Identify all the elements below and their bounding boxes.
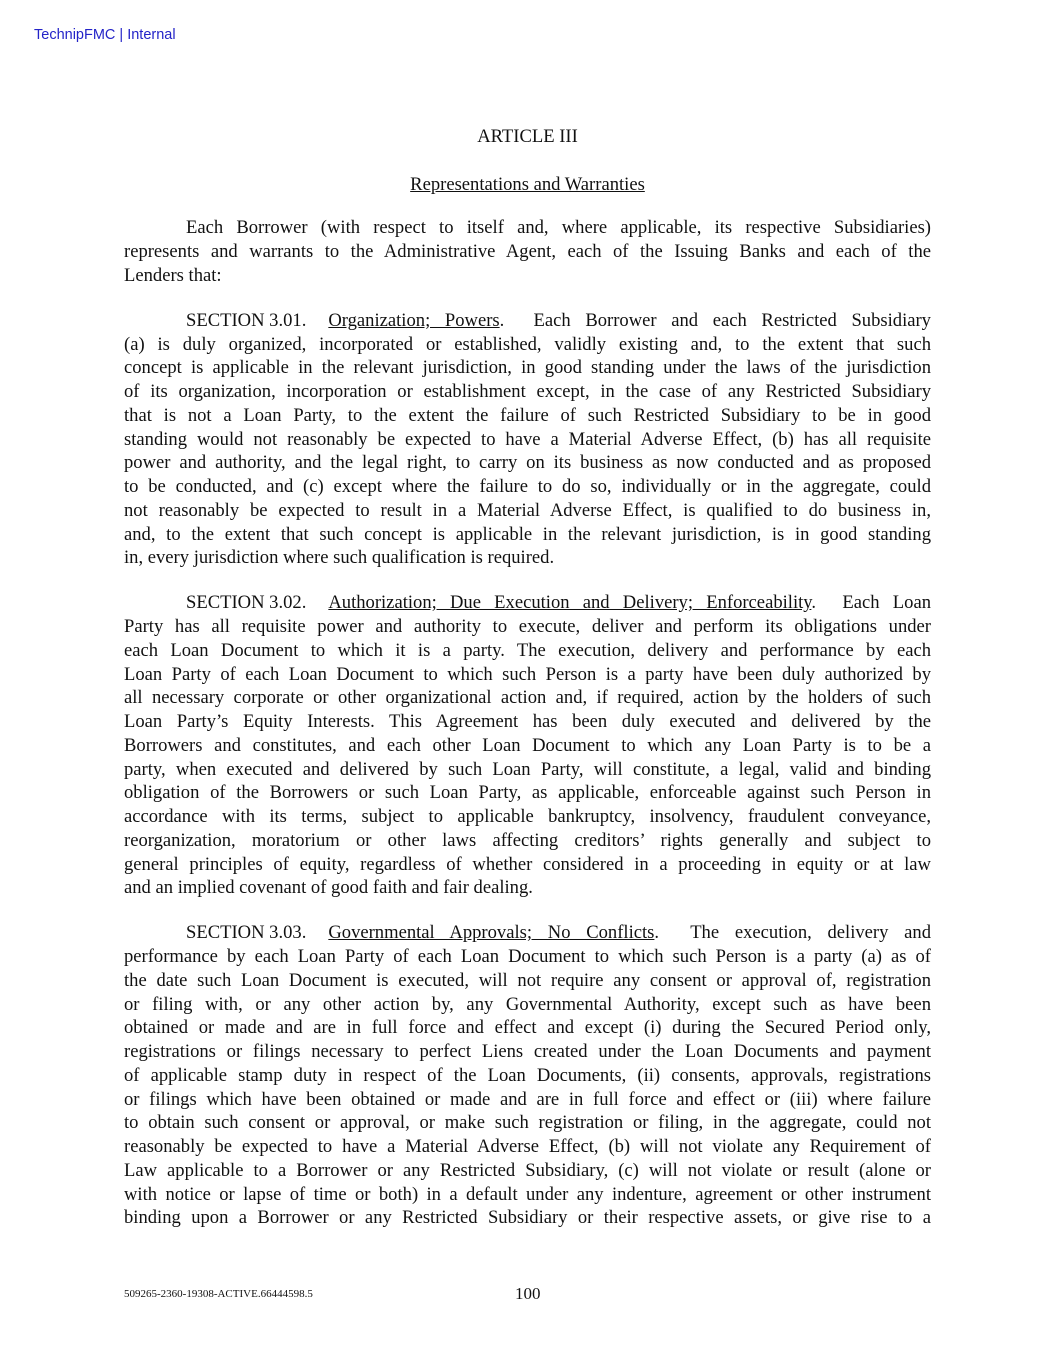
section-number: SECTION 3.02. — [186, 592, 307, 614]
paragraph-line: Loan Party’s Equity Interests. This Agreement has been duly executed and delivered by the — [124, 711, 931, 732]
paragraph-line: to be conducted, and (c) except where the failure to do so, individually or in the aggregate, could — [124, 476, 931, 497]
first-line-text: . The execution, delivery and — [654, 922, 932, 944]
paragraph-line: Borrowers and constitutes, and each other Loan Document to which any Loan Party is to be a — [124, 734, 931, 756]
paragraph-line: in, every jurisdiction where such qualification is required. — [124, 547, 555, 569]
article-heading: ARTICLE III — [477, 126, 578, 147]
paragraph-line: to obtain such consent or approval, or make such registration or filing, in the aggregate, could not — [124, 1112, 931, 1134]
paragraph-line: represents and warrants to the Administrative Agent, each of the Issuing Banks and each of the — [124, 241, 931, 262]
paragraph-line: Loan Party of each Loan Document to which such Person is a party have been duly authorized by — [124, 663, 931, 685]
paragraph-line: all necessary corporate or other organizational action and, if required, action by the holders of such — [124, 687, 931, 709]
paragraph-line: binding upon a Borrower or any Restricted Subsidiary or their respective assets, or give rise to a — [124, 1207, 931, 1229]
paragraph-line: Law applicable to a Borrower or any Restricted Subsidiary, (c) will not violate or result (alone or — [124, 1159, 931, 1181]
paragraph-line: and, to the extent that such concept is applicable in the relevant jurisdiction, is in good standing — [124, 523, 931, 545]
paragraph-line — [124, 216, 931, 240]
paragraph-line: concept is applicable in the relevant jurisdiction, in good standing under the laws of the jurisdiction — [124, 357, 931, 379]
classification-label: TechnipFMC | Internal — [34, 27, 176, 43]
paragraphs — [124, 216, 931, 1230]
paragraph-line — [124, 309, 931, 333]
paragraph-line: power and authority, and the legal right, to carry on its business as now conducted and as proposed — [124, 452, 931, 474]
paragraph-line: with notice or lapse of time or both) in a default under any indenture, agreement or other instrument — [124, 1183, 931, 1205]
section-301 — [124, 309, 931, 570]
section-title: Governmental Approvals; No Conflicts — [328, 922, 655, 944]
paragraph-line: Lenders that: — [124, 264, 222, 286]
section-302 — [124, 591, 931, 900]
section-number: SECTION 3.01. — [186, 309, 307, 331]
article-title: Representations and Warranties — [410, 174, 645, 195]
paragraph-line: the date such Loan Document is executed, will not require any consent or approval of, registration — [124, 969, 931, 991]
document-body — [124, 125, 931, 1251]
paragraph-line: Party has all requisite power and authority to execute, deliver and perform its obligations under — [124, 616, 931, 637]
paragraph-line: obtained or made and are in full force and effect and except (i) during the Secured Period only, — [124, 1017, 931, 1039]
paragraph-line: that is not a Loan Party, to the extent the failure of such Restricted Subsidiary to be in good — [124, 404, 931, 426]
paragraph-line: of applicable stamp duty in respect of the Loan Documents, (ii) consents, approvals, registrations — [124, 1064, 931, 1086]
page-number: 100 — [515, 1284, 541, 1303]
paragraph-line: reorganization, moratorium or other laws affecting creditors’ rights generally and subject to — [124, 829, 931, 851]
paragraph-line — [124, 591, 931, 615]
paragraph-line: of its organization, incorporation or establishment except, in the case of any Restricted Subsidiary — [124, 381, 931, 402]
paragraph-line: registrations or filings necessary to perfect Liens created under the Loan Documents and payment — [124, 1041, 931, 1062]
first-line-text: . Each Loan — [811, 592, 931, 614]
intro-paragraph — [124, 216, 931, 287]
section-number: SECTION 3.03. — [186, 922, 307, 944]
first-line-text: . Each Borrower and each Restricted Subsidiary — [499, 309, 931, 331]
paragraph-line — [124, 921, 931, 945]
paragraph-line: party, when executed and delivered by such Loan Party, will constitute, a legal, valid and binding — [124, 758, 931, 780]
footer-document-id: 509265-2360-19308-ACTIVE.66444598.5 — [124, 1288, 313, 1300]
paragraph-line: each Loan Document to which it is a party. The execution, delivery and performance by each — [124, 639, 931, 661]
paragraph-line: or filings which have been obtained or made and are in full force and effect or (iii) where failure — [124, 1088, 931, 1110]
paragraph-line: and an implied covenant of good faith and fair dealing. — [124, 877, 533, 899]
paragraph-line: performance by each Loan Party of each Loan Document to which such Person is a party (a) as of — [124, 946, 931, 967]
paragraph-line: obligation of the Borrowers or such Loan Party, as applicable, enforceable against such Person in — [124, 782, 931, 804]
paragraph-line: not reasonably be expected to result in a Material Adverse Effect, is qualified to do business in, — [124, 499, 931, 521]
section-303 — [124, 921, 931, 1230]
first-line-text: Each Borrower (with respect to itself and, where applicable, its respective Subsidiaries) — [186, 217, 931, 239]
paragraph-line: reasonably be expected to have a Material Adverse Effect, (b) will not violate any Requirement of — [124, 1136, 931, 1157]
paragraph-line: or filing with, or any other action by, any Governmental Authority, except such as have been — [124, 993, 931, 1015]
paragraph-line: standing would not reasonably be expected to have a Material Adverse Effect, (b) has all requisite — [124, 428, 931, 450]
paragraph-line: (a) is duly organized, incorporated or established, validly existing and, to the extent that such — [124, 333, 931, 355]
paragraph-line: accordance with its terms, subject to applicable bankruptcy, insolvency, fraudulent conveyance, — [124, 806, 931, 827]
paragraph-line: general principles of equity, regardless of whether considered in a proceeding in equity or at law — [124, 853, 931, 875]
section-title: Authorization; Due Execution and Delivery; Enforceability — [328, 592, 812, 614]
section-title: Organization; Powers — [328, 309, 500, 331]
